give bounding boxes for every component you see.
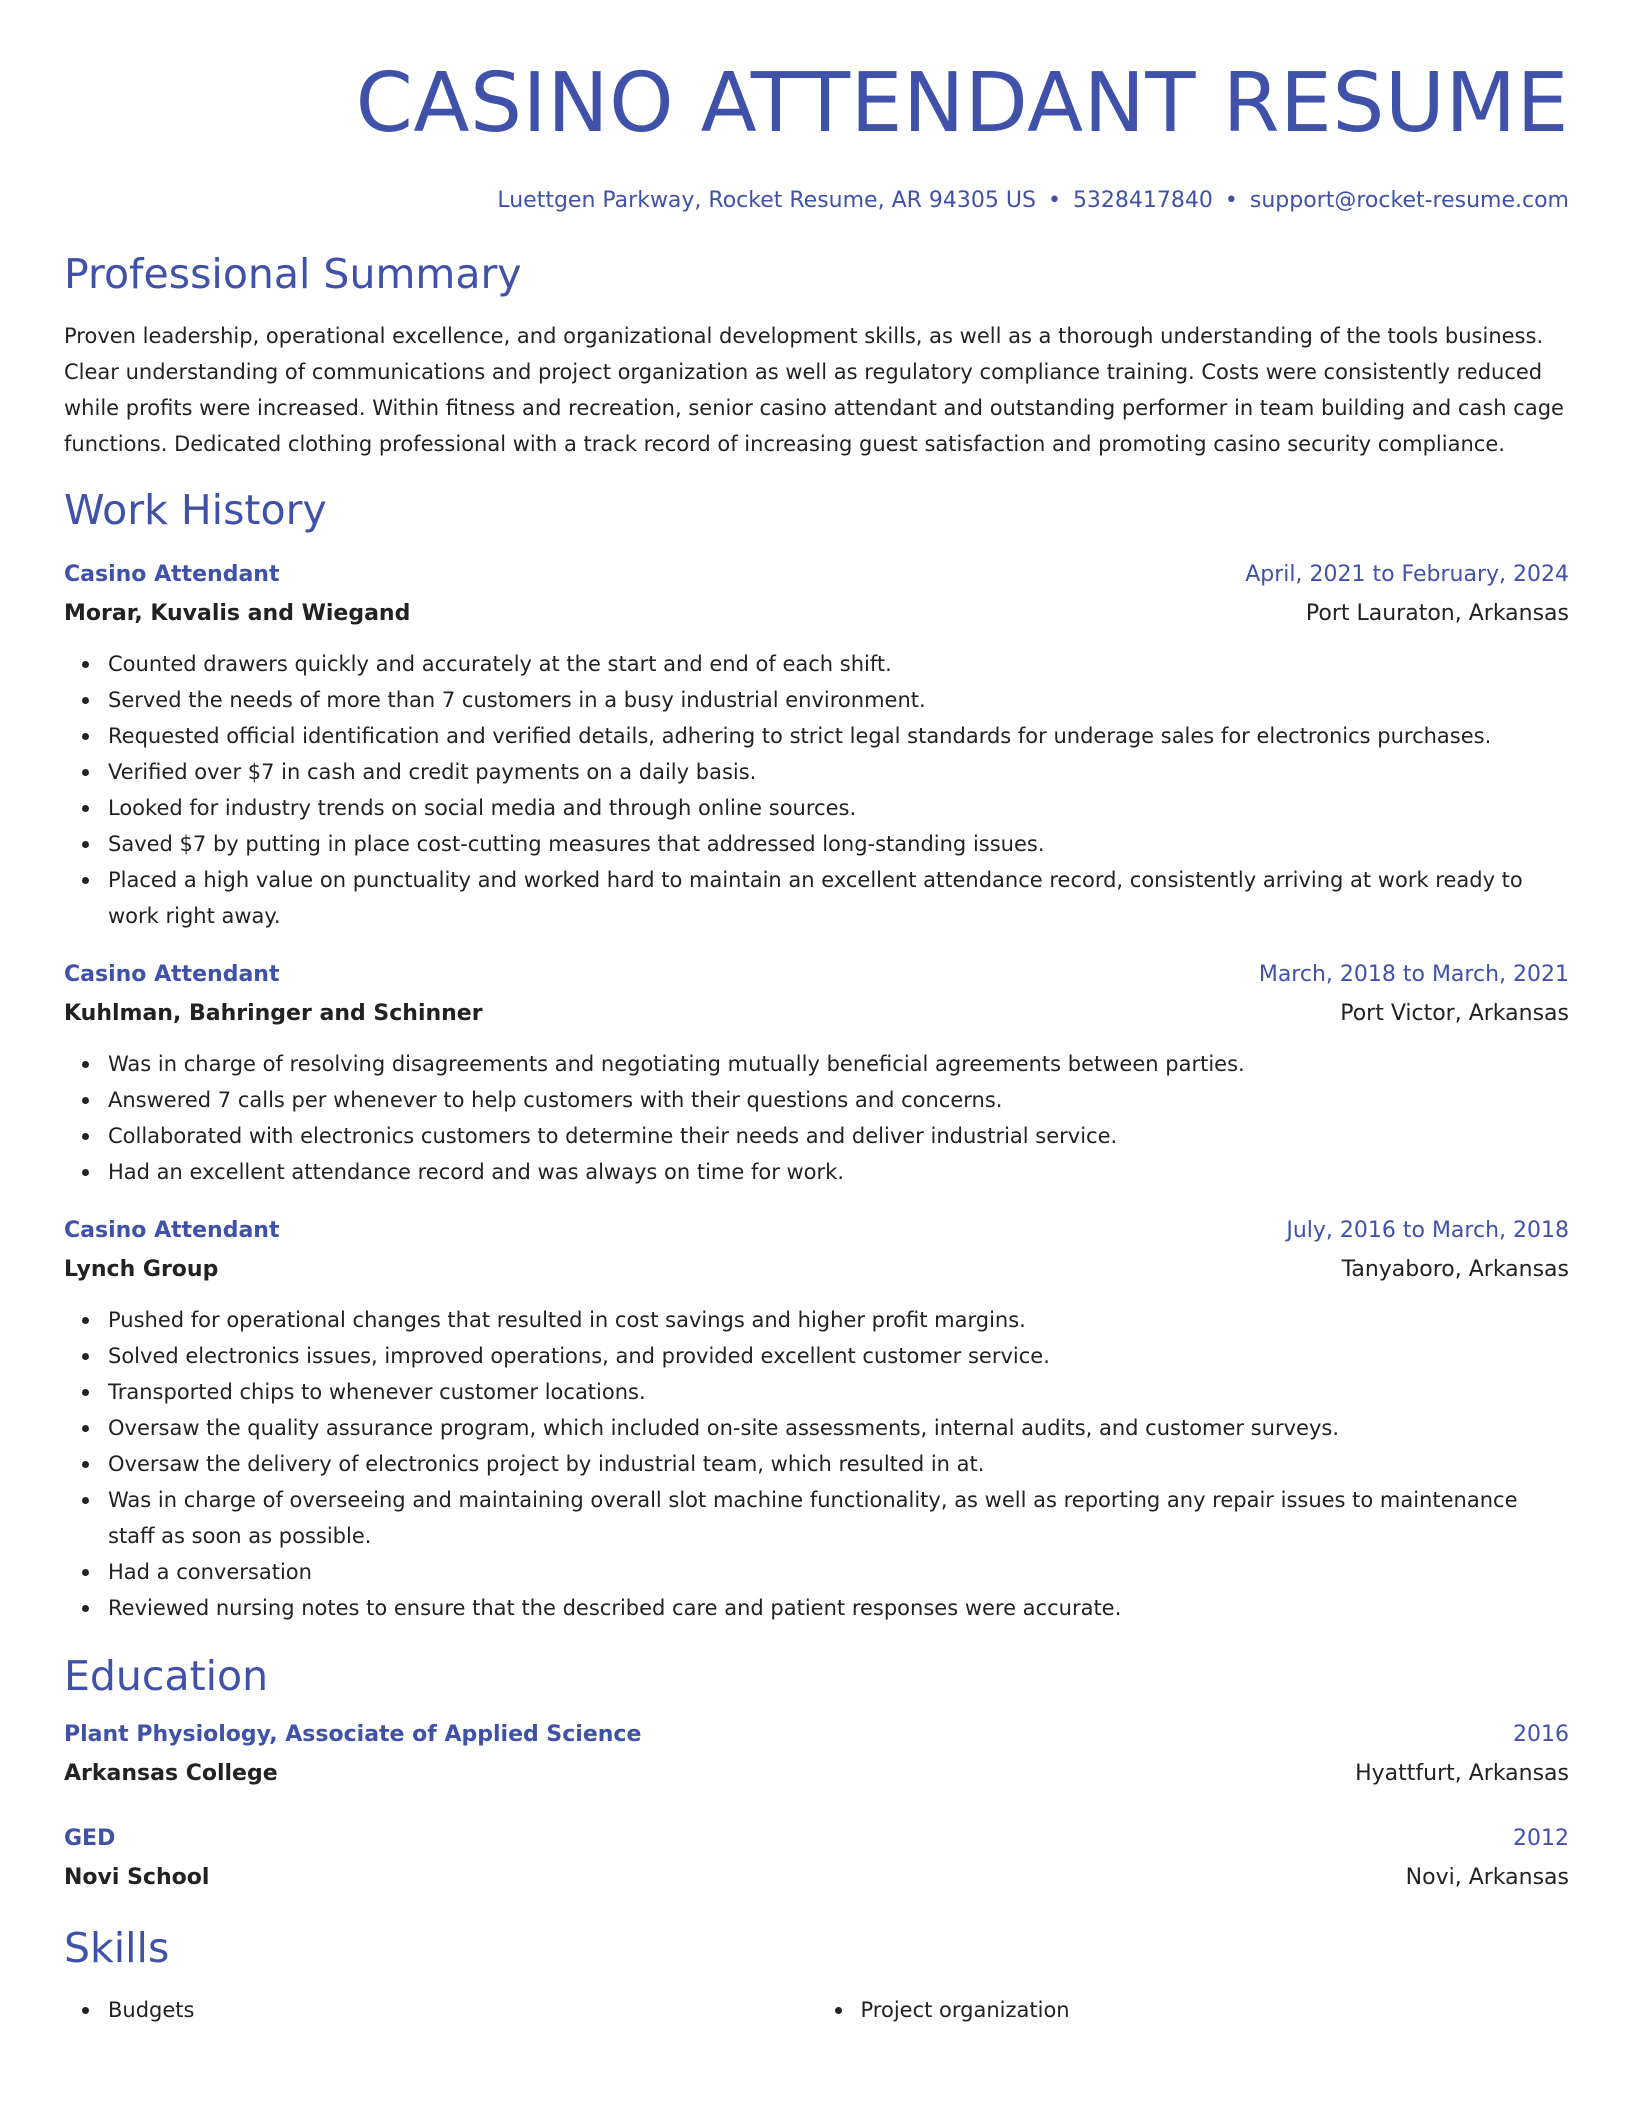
job-dates: April, 2021 to February, 2024 [1245,562,1569,587]
job-company: Kuhlman, Bahringer and Schinner [64,1001,483,1026]
job-bullet: Saved $7 by putting in place cost-cutting measures that addressed long-standing issues. [108,826,1569,862]
job-location: Port Lauraton, Arkansas [1305,601,1569,626]
contact-separator: • [1224,188,1238,213]
contact-address: Luettgen Parkway, Rocket Resume, AR 94305 US [497,188,1036,213]
job-location: Tanyaboro, Arkansas [1341,1257,1569,1282]
job-company-row [64,994,1569,1034]
job-bullet: Looked for industry trends on social media and through online sources. [108,790,1569,826]
education-year: 2016 [1513,1722,1569,1747]
education-school: Novi School [64,1865,210,1890]
job-location: Port Victor, Arkansas [1340,1001,1569,1026]
job-bullet-list [64,1046,1569,1190]
job-title: Casino Attendant [64,962,280,987]
job-bullet-list [64,646,1569,934]
job-header-row [64,956,1569,994]
summary-heading: Professional Summary [64,250,522,298]
skills-list-right [817,1992,1570,2028]
job-bullet: Transported chips to whenever customer locations. [108,1374,1569,1410]
contact-line [64,186,1569,216]
skill-item: Budgets [108,1992,817,2028]
job-company-row [64,1250,1569,1290]
job-header-row [64,556,1569,594]
job-bullet: Was in charge of resolving disagreements and negotiating mutually beneficial agreements between parties. [108,1046,1569,1082]
job-bullet: Answered 7 calls per whenever to help customers with their questions and concerns. [108,1082,1569,1118]
job-title: Casino Attendant [64,1218,280,1243]
job-header-row [64,1212,1569,1250]
job-bullet: Placed a high value on punctuality and worked hard to maintain an excellent attendance record, consistently arriving at work ready to work right away. [108,862,1569,934]
education-degree: GED [64,1826,116,1851]
job-bullet-list [64,1302,1569,1626]
job-bullet: Had a conversation [108,1554,1569,1590]
summary-text: Proven leadership, operational excellence, and organizational development skills, as well as a thorough understanding of the tools business. Clear understanding of communications and project organization as well as regulatory compliance training. Costs were consistently reduced while profits were increased. Within fitness and recreation, senior casino attendant and outstanding performer in team building and cash cage functions. Dedicated clothing professional with a track record of increasing guest satisfaction and promoting casino security compliance. [64,324,1564,456]
resume-title: CASINO ATTENDANT RESUME [355,56,1569,151]
work-history-heading: Work History [64,486,327,534]
job-bullet: Pushed for operational changes that resulted in cost savings and higher profit margins. [108,1302,1569,1338]
education-school: Arkansas College [64,1761,278,1786]
job-entry [64,956,1569,1190]
job-company: Morar, Kuvalis and Wiegand [64,601,411,626]
job-bullet: Verified over $7 in cash and credit payments on a daily basis. [108,754,1569,790]
education-entry [64,1716,1569,1794]
skills-section [64,1922,1569,2028]
education-location: Hyattfurt, Arkansas [1355,1761,1569,1786]
job-bullet: Was in charge of overseeing and maintaining overall slot machine functionality, as well as reporting any repair issues to maintenance staff as soon as possible. [108,1482,1569,1554]
education-section [64,1650,1569,1898]
job-bullet: Counted drawers quickly and accurately at the start and end of each shift. [108,646,1569,682]
job-bullet: Solved electronics issues, improved operations, and provided excellent customer service. [108,1338,1569,1374]
education-header-row [64,1716,1569,1754]
job-bullet: Oversaw the quality assurance program, which included on-site assessments, internal audits, and customer surveys. [108,1410,1569,1446]
job-bullet: Reviewed nursing notes to ensure that the described care and patient responses were accurate. [108,1590,1569,1626]
job-entry [64,1212,1569,1626]
education-entry [64,1820,1569,1898]
education-year: 2012 [1513,1826,1569,1851]
education-school-row [64,1754,1569,1794]
education-heading: Education [64,1652,269,1700]
skills-grid [64,1992,1569,2028]
job-entry [64,556,1569,934]
job-company: Lynch Group [64,1257,219,1282]
education-header-row [64,1820,1569,1858]
job-bullet: Served the needs of more than 7 customers in a busy industrial environment. [108,682,1569,718]
resume-header [64,56,1569,216]
skills-list-left [64,1992,817,2028]
job-bullet: Collaborated with electronics customers to determine their needs and deliver industrial service. [108,1118,1569,1154]
job-dates: July, 2016 to March, 2018 [1286,1218,1569,1243]
job-bullet: Had an excellent attendance record and was always on time for work. [108,1154,1569,1190]
work-history-section [64,484,1569,1626]
contact-email: support@rocket-resume.com [1249,188,1569,213]
job-bullet: Oversaw the delivery of electronics project by industrial team, which resulted in at. [108,1446,1569,1482]
education-school-row [64,1858,1569,1898]
education-location: Novi, Arkansas [1405,1865,1569,1890]
job-company-row [64,594,1569,634]
education-degree: Plant Physiology, Associate of Applied Science [64,1722,642,1747]
skill-item: Project organization [861,1992,1570,2028]
summary-section [64,248,1569,462]
skills-heading: Skills [64,1924,170,1972]
contact-phone: 5328417840 [1072,188,1213,213]
job-title: Casino Attendant [64,562,280,587]
job-dates: March, 2018 to March, 2021 [1258,962,1569,987]
job-bullet: Requested official identification and verified details, adhering to strict legal standards for underage sales for electronics purchases. [108,718,1569,754]
contact-separator: • [1047,188,1061,213]
